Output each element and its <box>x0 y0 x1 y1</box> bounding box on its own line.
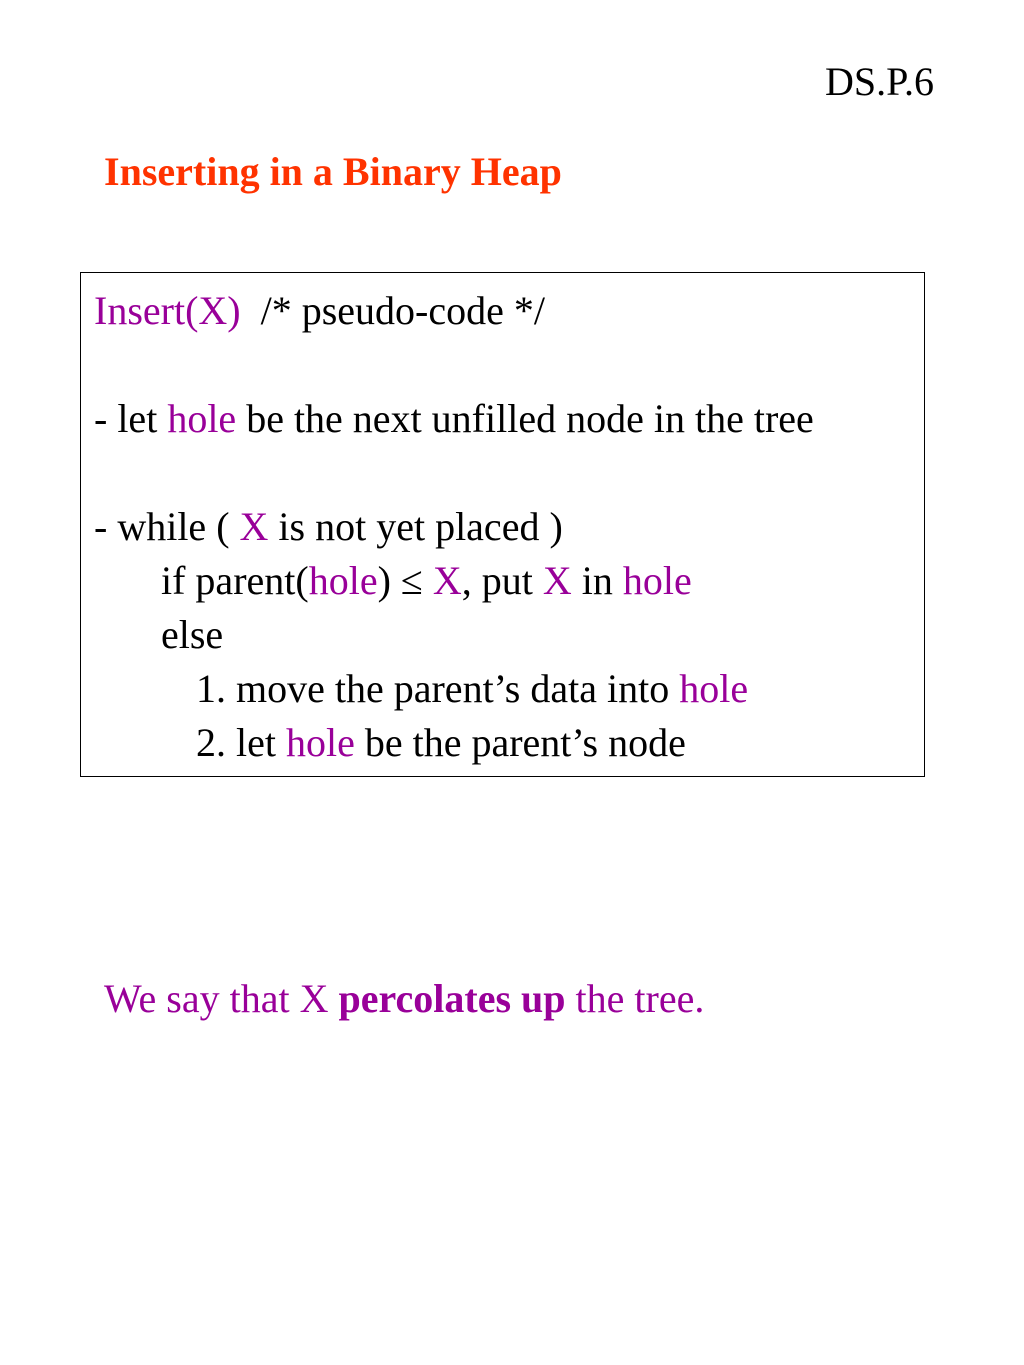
keyword-x: X <box>542 558 572 603</box>
closing-emphasis: percolates up <box>338 976 566 1021</box>
slide-number: DS.P.6 <box>825 59 934 104</box>
code-line-step-1 <box>196 665 748 713</box>
keyword-x: X <box>432 558 462 603</box>
keyword-hole: hole <box>622 558 692 603</box>
code-comment: /* pseudo-code */ <box>260 288 545 333</box>
code-text: , put <box>461 558 543 603</box>
keyword-hole: hole <box>308 558 378 603</box>
function-name: Insert(X) <box>94 288 241 333</box>
code-text: if parent( <box>161 558 309 603</box>
code-text: - while ( <box>94 504 240 549</box>
code-line-if <box>161 557 692 605</box>
code-text: ) ≤ <box>377 558 433 603</box>
code-line-else: else <box>161 612 224 657</box>
code-text: be the parent’s node <box>354 720 686 765</box>
code-text: in <box>571 558 623 603</box>
code-text: 2. let <box>196 720 286 765</box>
keyword-hole: hole <box>679 666 749 711</box>
keyword-x: X <box>239 504 269 549</box>
pseudocode-box <box>80 272 925 777</box>
code-line-let-hole <box>94 395 814 443</box>
closing-text: We say that X <box>104 976 339 1021</box>
code-text: is not yet placed ) <box>268 504 563 549</box>
closing-statement <box>104 975 704 1023</box>
code-signature-line <box>94 287 545 335</box>
closing-text: the tree. <box>565 976 705 1021</box>
code-line-step-2 <box>196 719 686 767</box>
slide-title: Inserting in a Binary Heap <box>104 149 562 194</box>
keyword-hole: hole <box>167 396 237 441</box>
code-line-while <box>94 503 563 551</box>
code-text: 1. move the parent’s data into <box>196 666 680 711</box>
keyword-hole: hole <box>285 720 355 765</box>
code-text: be the next unfilled node in the tree <box>236 396 814 441</box>
code-text: - let <box>94 396 168 441</box>
